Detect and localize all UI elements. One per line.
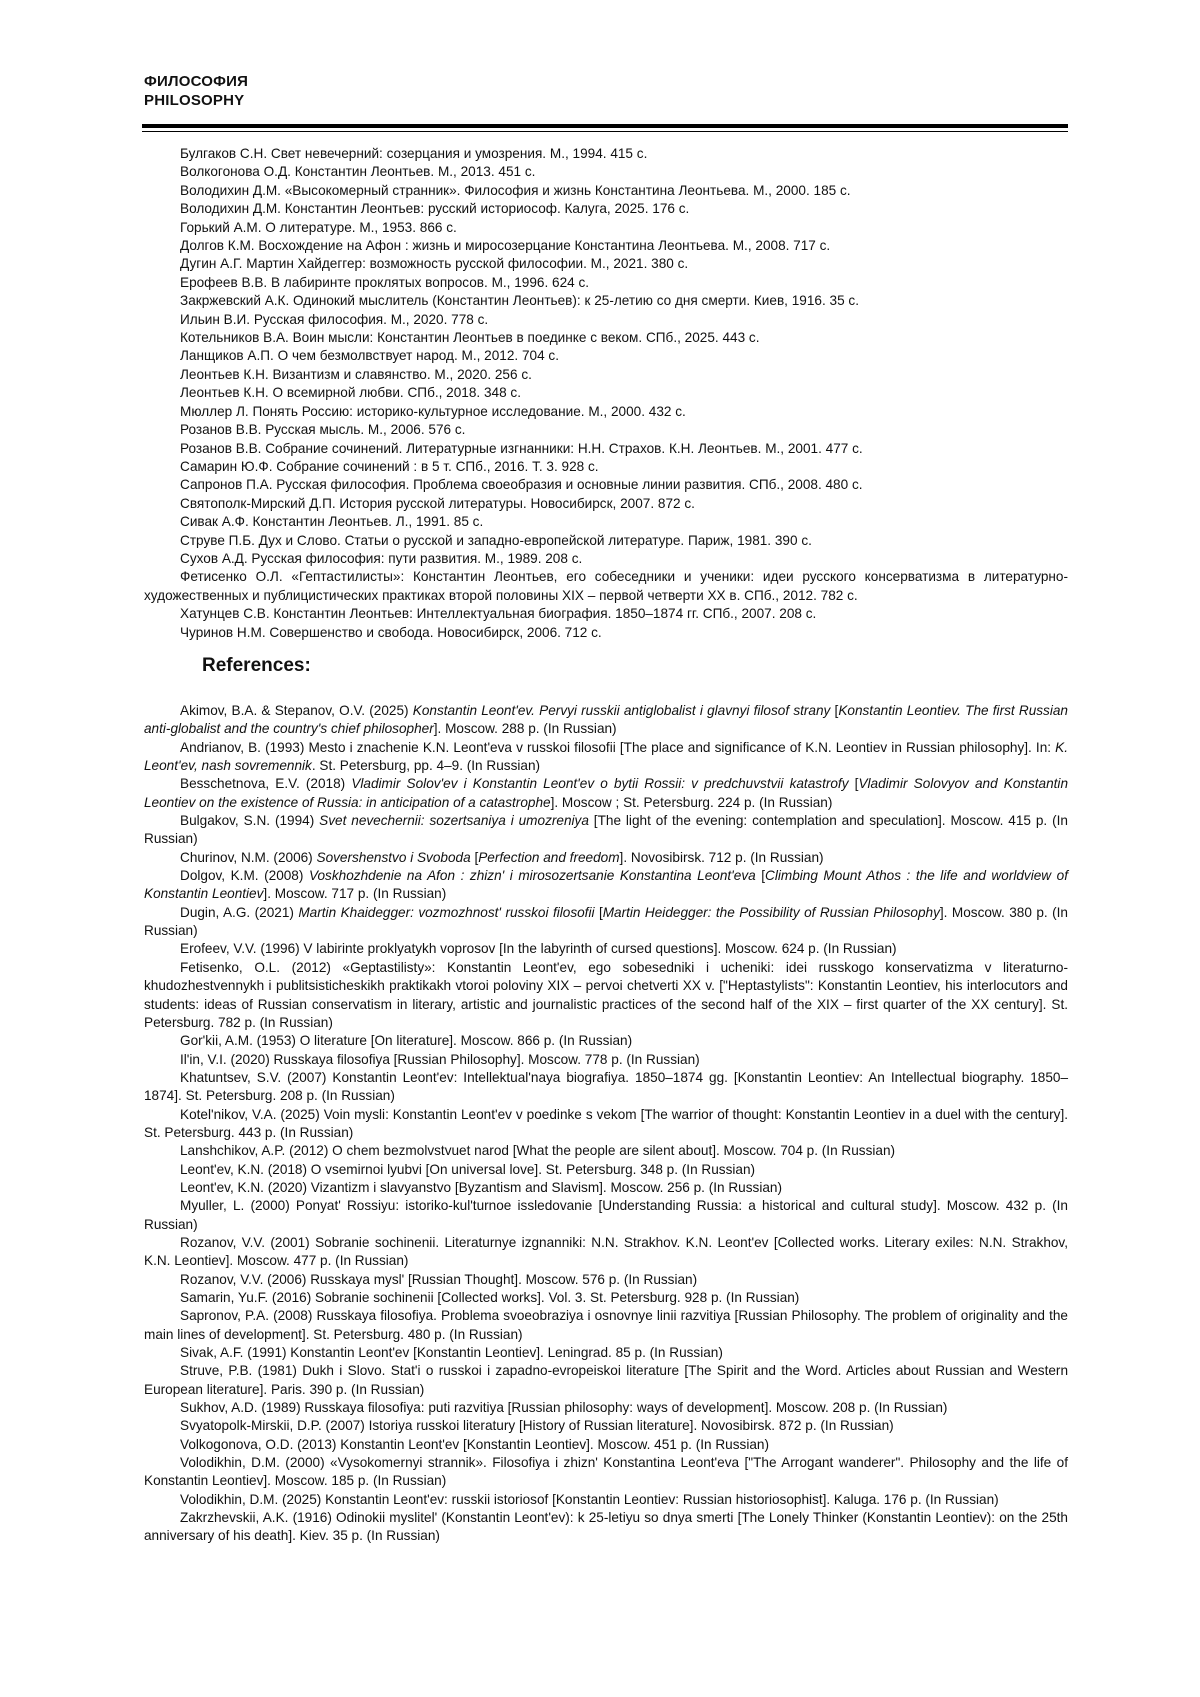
reference-text: ]. Moscow. 380 p. (In Russian) <box>144 904 1068 939</box>
bibliography-entry: Ланщиков А.П. О чем безмолвствует народ. М., 2012. 704 с. <box>180 348 559 364</box>
reference-entry <box>144 849 1068 867</box>
reference-title-italic: Martin Heidegger: the Possibility of Russian Philosophy <box>602 904 940 920</box>
bibliography-entry: Мюллер Л. Понять Россию: историко-культурное исследование. М., 2000. 432 с. <box>180 403 686 419</box>
reference-text: Dugin, A.G. (2021) <box>180 904 299 920</box>
reference-entry <box>144 812 1068 849</box>
reference-title-italic: Konstantin Leont'ev. Pervyi russkii antiglobalist i glavnyi filosof strany <box>412 703 831 718</box>
reference-entry <box>144 959 1068 1032</box>
reference-title-italic: Vladimir Solov'ev i Konstantin Leont'ev o bytii Rossii: v predchuvstvii katastrofy <box>351 776 849 792</box>
reference-text: Struve, P.B. (1981) Dukh i Slovo. Stat'i o russkoi i zapadno-evropeiskoi literature [The Spirit and the Word. Articles about Russian and Western European literature]. Paris. 390 p. (In Russian) <box>144 1363 1068 1397</box>
reference-text: Andrianov, B. (1993) Mesto i znachenie K.N. Leont'eva v russkoi filosofii [The place and significance of K.N. Leontiev in Russian philosophy]. In: <box>180 739 1056 755</box>
reference-entry <box>144 940 1068 958</box>
bibliography-entry: Волкогонова О.Д. Константин Леонтьев. М., 2013. 451 с. <box>180 164 536 180</box>
reference-entry <box>144 1032 1068 1050</box>
reference-entry <box>144 1509 1068 1546</box>
reference-text: [ <box>594 904 603 920</box>
reference-text: Churinov, N.M. (2006) <box>180 849 317 865</box>
bibliography-entry: Леонтьев К.Н. О всемирной любви. СПб., 2018. 348 с. <box>180 385 522 401</box>
reference-text: Il'in, V.I. (2020) Russkaya filosofiya [Russian Philosophy]. Moscow. 778 p. (In Russian) <box>180 1051 700 1067</box>
bibliography-entry: Чуринов Н.М. Совершенство и свобода. Новосибирск, 2006. 712 с. <box>180 624 602 640</box>
reference-text: Besschetnova, E.V. (2018) <box>180 776 352 792</box>
header-section-ru: ФИЛОСОФИЯ <box>144 73 249 90</box>
reference-title-italic: Voskhozhdenie na Afon : zhizn' i mirosozertsanie Konstantina Leont'eva <box>308 868 756 884</box>
reference-entry <box>144 1399 1068 1417</box>
reference-text: Sapronov, P.A. (2008) Russkaya filosofiya. Problema svoeobraziya i osnovnye linii razvitiya [Russian Philosophy. The problem of originality and the main lines of development]. St. Petersburg. 480 p. (In Russian) <box>144 1308 1068 1342</box>
reference-entry <box>144 739 1068 776</box>
reference-entry <box>144 1069 1068 1106</box>
bibliography-entry: Володихин Д.М. Константин Леонтьев: русский историософ. Калуга, 2025. 176 с. <box>180 201 690 217</box>
bibliography-entry: Леонтьев К.Н. Византизм и славянство. М., 2020. 256 с. <box>180 366 532 382</box>
reference-text: ]. Novosibirsk. 712 p. (In Russian) <box>619 849 824 865</box>
reference-entry <box>144 1307 1068 1344</box>
bibliography-entry: Сухов А.Д. Русская философия: пути развития. М., 1989. 208 с. <box>180 550 583 566</box>
bibliography-entry: Володихин Д.М. «Высокомерный странник». Философия и жизнь Константина Леонтьева. М., 2000. 185 с. <box>180 182 851 198</box>
reference-title-italic: Perfection and freedom <box>478 849 620 865</box>
reference-entry <box>144 1179 1068 1197</box>
reference-text: Volkogonova, O.D. (2013) Konstantin Leont'ev [Konstantin Leontiev]. Moscow. 451 p. (In Russian) <box>180 1436 769 1452</box>
reference-entry <box>144 1491 1068 1509</box>
reference-title-italic: Climbing Mount Athos : the life and worldview of Konstantin Leontiev <box>144 868 1068 902</box>
bibliography-entry: Ерофеев В.В. В лабиринте проклятых вопросов. М., 1996. 624 с. <box>180 274 590 290</box>
reference-text: . St. Petersburg, pp. 4–9. (In Russian) <box>311 758 541 774</box>
bibliography-entry: Сивак А.Ф. Константин Леонтьев. Л., 1991. 85 с. <box>180 514 484 530</box>
bibliography-ru <box>144 145 1068 642</box>
bibliography-entry: Ильин В.И. Русская философия. М., 2020. 778 с. <box>180 311 489 327</box>
reference-title-italic: Martin Khaidegger: vozmozhnost' russkoi filosofii <box>298 904 595 920</box>
reference-text: Volodikhin, D.M. (2025) Konstantin Leont'ev: russkii istoriosof [Konstantin Leontiev: Russian historiosophist]. Kaluga. 176 p. (In Russian) <box>180 1491 999 1507</box>
reference-entry <box>144 1051 1068 1069</box>
bibliography-entry: Фетисенко О.Л. «Гептастилисты»: Константин Леонтьев, его собеседники и ученики: идеи русского консерватизма в литературно-художественных и публицистических практиках второй половины XIX – первой четверти XX в. СПб., 2012. 782 с. <box>144 569 1068 603</box>
bibliography-entry: Закржевский А.К. Одинокий мыслитель (Константин Леонтьев): к 25-летию со дня смерти. Киев, 1916. 35 с. <box>180 293 860 309</box>
reference-entry <box>144 1454 1068 1491</box>
references-list <box>144 702 1068 1546</box>
header-rule-thin <box>142 131 1068 132</box>
bibliography-entry: Дугин А.Г. Мартин Хайдеггер: возможность русской философии. М., 2021. 380 с. <box>180 256 689 272</box>
reference-text: Leont'ev, K.N. (2020) Vizantizm i slavyanstvo [Byzantism and Slavism]. Moscow. 256 p. (In Russian) <box>180 1179 782 1195</box>
bibliography-entry: Булгаков С.Н. Свет невечерний: созерцания и умозрения. М., 1994. 415 с. <box>180 146 648 161</box>
reference-text: ]. Moscow ; St. Petersburg. 224 p. (In Russian) <box>550 794 833 810</box>
reference-entry <box>144 1106 1068 1143</box>
reference-text: Zakrzhevskii, A.K. (1916) Odinokii myslitel' (Konstantin Leont'ev): k 25-letiyu so dnya smerti [The Lonely Thinker (Konstantin Leontiev): on the 25th anniversary of his death]. Kiev. 35 p. (In Russian) <box>144 1510 1068 1544</box>
reference-entry <box>144 904 1068 941</box>
reference-text: Lanshchikov, A.P. (2012) O chem bezmolvstvuet narod [What the people are silent about]. Moscow. 704 p. (In Russian) <box>180 1143 896 1159</box>
reference-text: [ <box>848 776 859 792</box>
reference-entry <box>144 775 1068 812</box>
bibliography-entry: Хатунцев С.В. Константин Леонтьев: Интеллектуальная биография. 1850–1874 гг. СПб., 2007. 208 с. <box>180 606 817 622</box>
reference-text: Gor'kii, A.M. (1953) O literature [On literature]. Moscow. 866 p. (In Russian) <box>180 1033 633 1049</box>
reference-text: Bulgakov, S.N. (1994) <box>180 813 320 829</box>
reference-text: Fetisenko, O.L. (2012) «Geptastilisty»: Konstantin Leont'ev, ego sobesedniki i ucheniki: idei russkogo konservatizma v literaturno-khudozhestvennykh i publitsisticheskikh praktikakh vtoroi poloviny XIX – pervoi chetverti XX v. ["Heptastylists": Konstantin Leontiev, his interlocutors and students: ideas of Russian conservatism in literary, artistic and journalistic practices of the second half of the XIX – first quarter of the XX century]. St. Petersburg. 782 p. (In Russian) <box>144 959 1068 1030</box>
reference-entry <box>144 867 1068 904</box>
reference-entry <box>144 1417 1068 1435</box>
reference-text: Volodikhin, D.M. (2000) «Vysokomernyi strannik». Filosofiya i zhizn' Konstantina Leont'eva ["The Arrogant wanderer". Philosophy and the life of Konstantin Leontiev]. Moscow. 185 p. (In Russian) <box>144 1455 1068 1489</box>
bibliography-entry: Розанов В.В. Русская мысль. М., 2006. 576 с. <box>180 422 466 438</box>
reference-text: [ <box>830 703 839 718</box>
reference-title-italic: Sovershenstvo i Svoboda <box>316 849 471 865</box>
bibliography-entry: Горький А.М. О литературе. М., 1953. 866 с. <box>180 219 457 235</box>
reference-entry <box>144 1161 1068 1179</box>
bibliography-entry: Струве П.Б. Дух и Слово. Статьи о русской и западно-европейской литературе. Париж, 1981. 390 с. <box>180 532 812 548</box>
bibliography-entry: Святополк-Мирский Д.П. История русской литературы. Новосибирск, 2007. 872 с. <box>180 495 695 511</box>
reference-text: Rozanov, V.V. (2001) Sobranie sochinenii. Literaturnye izgnanniki: N.N. Strakhov. K.N. Leont'ev [Collected works. Literary exiles: N.N. Strakhov, K.N. Leontiev]. Moscow. 477 p. (In Russian) <box>144 1234 1068 1269</box>
references-heading: References: <box>202 655 311 676</box>
reference-title-italic: Svet nevechernii: sozertsaniya i umozreniya <box>319 813 589 829</box>
reference-text: ]. Moscow. 288 p. (In Russian) <box>433 721 617 737</box>
bibliography-entry: Сапронов П.А. Русская философия. Проблема своеобразия и основные линии развития. СПб., 2008. 480 с. <box>180 477 863 493</box>
reference-entry <box>144 1197 1068 1234</box>
reference-text: Sivak, A.F. (1991) Konstantin Leont'ev [Konstantin Leontiev]. Leningrad. 85 p. (In Russian) <box>180 1345 723 1361</box>
reference-title-italic: Vladimir Solovyov and Konstantin Leontiev on the existence of Russia: in anticipation of a catastrophe <box>144 776 1069 810</box>
reference-text: Erofeev, V.V. (1996) V labirinte proklyatykh voprosov [In the labyrinth of cursed questions]. Moscow. 624 p. (In Russian) <box>180 941 897 957</box>
bibliography-entry: Котельников В.А. Воин мысли: Константин Леонтьев в поединке с веком. СПб., 2025. 443 с. <box>180 330 760 346</box>
reference-text: Khatuntsev, S.V. (2007) Konstantin Leont'ev: Intellektual'naya biografiya. 1850–1874 gg. [Konstantin Leontiev: An Intellectual biography. 1850–1874]. St. Petersburg. 208 p. (In Russian) <box>144 1069 1068 1104</box>
reference-text: Dolgov, K.M. (2008) <box>180 868 309 884</box>
reference-entry <box>144 1362 1068 1399</box>
reference-entry <box>144 702 1068 739</box>
reference-text: ]. Moscow. 717 p. (In Russian) <box>263 886 447 902</box>
reference-text: Akimov, B.A. & Stepanov, O.V. (2025) <box>180 703 413 718</box>
reference-text: [ <box>755 868 766 884</box>
reference-text: Sukhov, A.D. (1989) Russkaya filosofiya: puti razvitiya [Russian philosophy: ways of development]. Moscow. 208 p. (In Russian) <box>180 1400 948 1416</box>
reference-text: [ <box>470 849 479 865</box>
reference-title-italic: K. Leont'ev, nash sovremennik <box>144 739 1068 774</box>
reference-entry <box>144 1436 1068 1454</box>
reference-entry <box>144 1344 1068 1362</box>
reference-text: Kotel'nikov, V.A. (2025) Voin mysli: Konstantin Leont'ev v poedinke s vekom [The warrior of thought: Konstantin Leontiev in a duel with the century]. St. Petersburg. 443 p. (In Russian) <box>144 1106 1068 1140</box>
reference-entry <box>144 1271 1068 1289</box>
reference-text: [The light of the evening: contemplation and speculation]. Moscow. 415 p. (In Russian) <box>144 813 1068 847</box>
reference-text: Rozanov, V.V. (2006) Russkaya mysl' [Russian Thought]. Moscow. 576 p. (In Russian) <box>180 1271 698 1287</box>
reference-text: Myuller, L. (2000) Ponyat' Rossiyu: istoriko-kul'turnoe issledovanie [Understanding Russia: a historical and cultural study]. Moscow. 432 p. (In Russian) <box>144 1198 1068 1232</box>
reference-entry <box>144 1234 1068 1271</box>
header-section-en: PHILOSOPHY <box>144 92 245 109</box>
reference-text: Svyatopolk-Mirskii, D.P. (2007) Istoriya russkoi literatury [History of Russian literature]. Novosibirsk. 872 p. (In Russian) <box>180 1418 894 1434</box>
reference-entry <box>144 1289 1068 1307</box>
header-rule-thick <box>142 124 1068 128</box>
bibliography-entry: Долгов К.М. Восхождение на Афон : жизнь и миросозерцание Константина Леонтьева. М., 2008. 717 с. <box>180 238 831 254</box>
reference-title-italic: Konstantin Leontiev. The first Russian anti-globalist and the country's chief philosopher <box>144 703 1068 737</box>
bibliography-entry: Самарин Ю.Ф. Собрание сочинений : в 5 т. СПб., 2016. Т. 3. 928 с. <box>180 458 599 474</box>
reference-entry <box>144 1142 1068 1160</box>
reference-text: Leont'ev, K.N. (2018) O vsemirnoi lyubvi [On universal love]. St. Petersburg. 348 p. (In Russian) <box>180 1161 756 1177</box>
reference-text: Samarin, Yu.F. (2016) Sobranie sochinenii [Collected works]. Vol. 3. St. Petersburg. 928 p. (In Russian) <box>180 1290 800 1305</box>
bibliography-entry: Розанов В.В. Собрание сочинений. Литературные изгнанники: Н.Н. Страхов. К.Н. Леонтьев. М., 2001. 477 с. <box>180 440 863 456</box>
running-header <box>144 72 248 110</box>
